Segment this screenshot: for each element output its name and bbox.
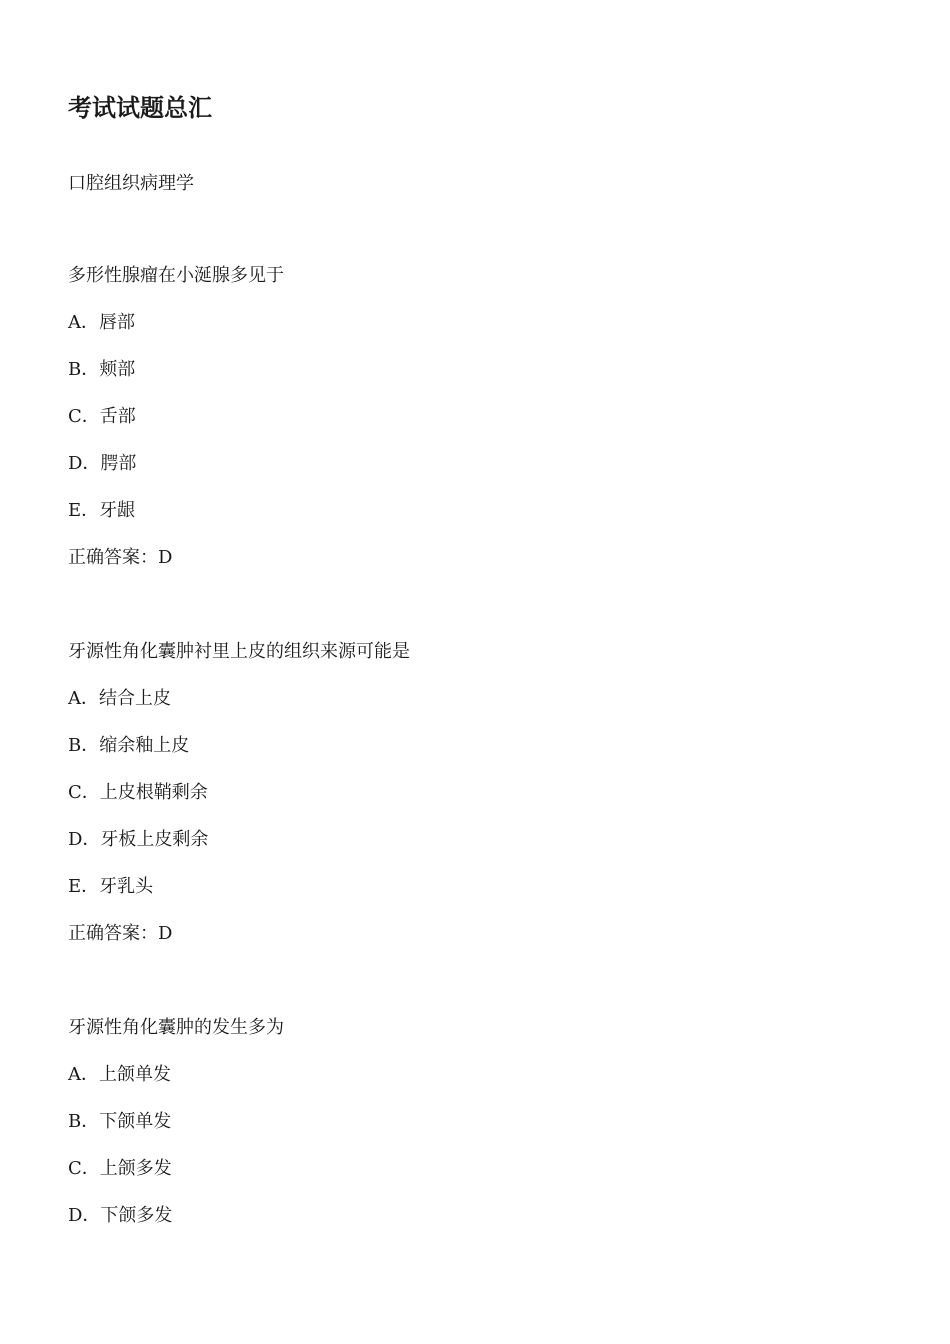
option-b: B．缩余釉上皮	[68, 735, 190, 756]
correct-answer: 正确答案：D	[68, 547, 173, 568]
question-1	[68, 264, 888, 570]
correct-answer: 正确答案：D	[68, 923, 173, 944]
option-c: C．上皮根鞘剩余	[68, 782, 208, 803]
option-d: D．牙板上皮剩余	[68, 829, 209, 850]
option-a: A．唇部	[68, 312, 135, 333]
option-d: D．腭部	[68, 453, 137, 474]
question-stem: 牙源性角化囊肿衬里上皮的组织来源可能是	[68, 641, 410, 662]
question-stem: 多形性腺瘤在小涎腺多见于	[68, 265, 284, 286]
option-a: A．上颌单发	[68, 1064, 171, 1085]
question-3	[68, 1016, 888, 1228]
option-e: E．牙龈	[68, 500, 136, 521]
question-2	[68, 640, 888, 946]
option-c: C．舌部	[68, 406, 136, 427]
option-e: E．牙乳头	[68, 876, 154, 897]
question-stem: 牙源性角化囊肿的发生多为	[68, 1017, 284, 1038]
subject-heading: 口腔组织病理学	[68, 173, 194, 194]
option-b: B．下颌单发	[68, 1111, 172, 1132]
option-a: A．结合上皮	[68, 688, 171, 709]
option-c: C．上颌多发	[68, 1158, 172, 1179]
option-b: B．颊部	[68, 359, 136, 380]
document-title: 考试试题总汇	[68, 94, 212, 122]
option-d: D．下颌多发	[68, 1205, 173, 1226]
